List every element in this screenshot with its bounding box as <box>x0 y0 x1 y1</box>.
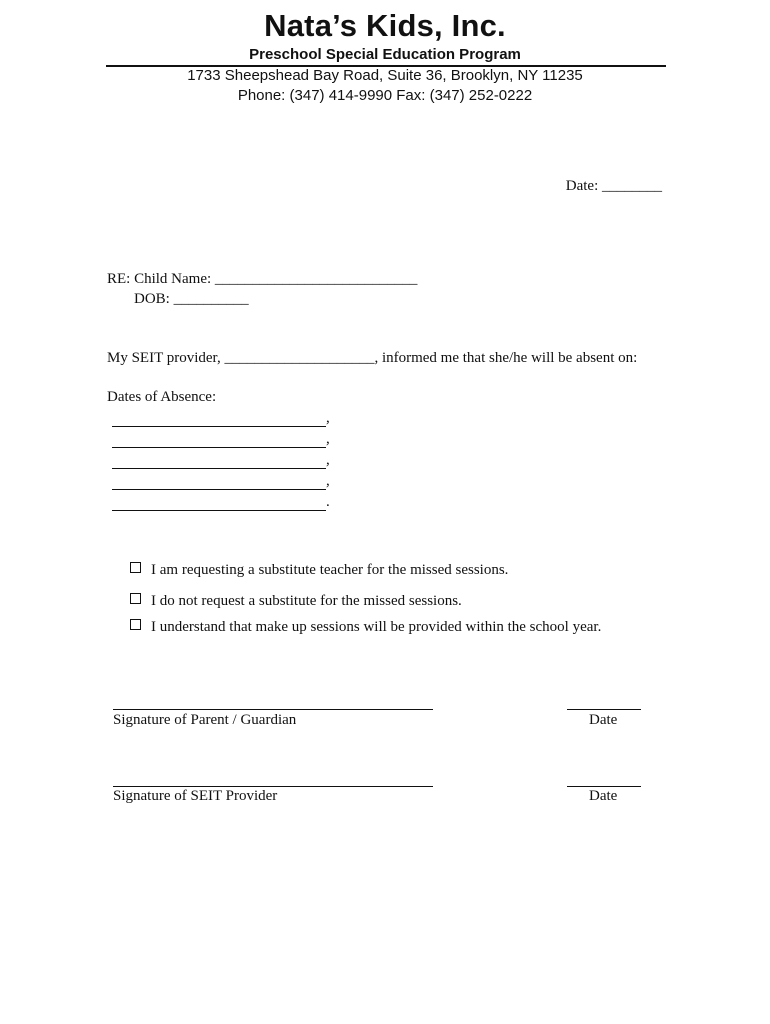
absence-date-blank[interactable] <box>112 454 326 469</box>
organization-phone-fax: Phone: (347) 414-9990 Fax: (347) 252-0222 <box>237 87 533 104</box>
checkbox-no-substitute[interactable] <box>130 593 462 610</box>
absence-date-blank[interactable] <box>112 412 326 427</box>
parent-date-label: Date <box>589 712 618 728</box>
dob-field[interactable]: DOB: __________ <box>134 291 249 307</box>
parent-signature-line[interactable] <box>113 709 433 710</box>
provider-date-line[interactable] <box>567 786 641 787</box>
absence-date-suffix: , <box>326 410 330 426</box>
organization-name: Nata’s Kids, Inc. <box>264 8 506 43</box>
provider-date-label: Date <box>589 788 618 804</box>
absence-date-row-4[interactable] <box>112 473 330 490</box>
dates-of-absence-label: Dates of Absence: <box>107 389 217 405</box>
program-name: Preschool Special Education Program <box>249 46 521 63</box>
absence-date-suffix: , <box>326 452 330 468</box>
absence-date-row-3[interactable] <box>112 452 330 469</box>
checkbox-icon[interactable] <box>130 593 141 604</box>
absence-date-blank[interactable] <box>112 433 326 448</box>
checkbox-makeup-sessions[interactable] <box>130 619 601 636</box>
parent-date-line[interactable] <box>567 709 641 710</box>
absence-date-blank[interactable] <box>112 475 326 490</box>
checkbox-request-substitute[interactable] <box>130 562 508 579</box>
provider-signature-line[interactable] <box>113 786 433 787</box>
absence-date-row-5[interactable] <box>112 494 330 511</box>
absence-date-blank[interactable] <box>112 496 326 511</box>
checkbox-label: I do not request a substitute for the missed sessions. <box>151 593 462 609</box>
absence-date-row-1[interactable] <box>112 410 330 427</box>
child-name-field[interactable]: RE: Child Name: ___________________________ <box>107 271 418 287</box>
seit-provider-field[interactable]: My SEIT provider, ____________________, informed me that she/he will be absent on: <box>107 350 638 366</box>
checkbox-label: I am requesting a substitute teacher for the missed sessions. <box>151 562 509 578</box>
checkbox-icon[interactable] <box>130 562 141 573</box>
parent-signature-label: Signature of Parent / Guardian <box>113 712 297 728</box>
provider-signature-label: Signature of SEIT Provider <box>113 788 278 804</box>
organization-address: 1733 Sheepshead Bay Road, Suite 36, Brooklyn, NY 11235 <box>187 67 583 84</box>
checkbox-icon[interactable] <box>130 619 141 630</box>
absence-date-suffix: , <box>326 473 330 489</box>
absence-date-row-2[interactable] <box>112 431 330 448</box>
checkbox-label: I understand that make up sessions will be provided within the school year. <box>151 619 602 635</box>
absence-date-suffix: , <box>326 431 330 447</box>
absence-date-suffix: . <box>326 494 330 510</box>
date-field[interactable]: Date: ________ <box>565 178 662 194</box>
